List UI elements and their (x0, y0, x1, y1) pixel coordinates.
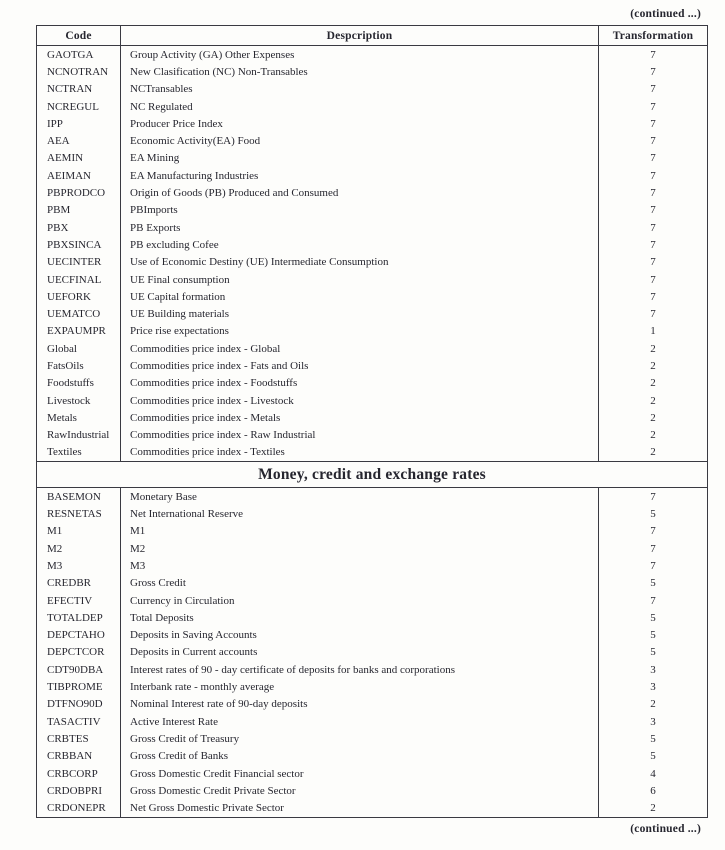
code-cell: CRBBAN (47, 750, 93, 763)
table-row (37, 696, 708, 713)
table-row (37, 150, 708, 167)
transformation-cell: 7 (599, 557, 708, 574)
transformation-cell: 7 (599, 167, 708, 184)
description-cell: PBImports (121, 202, 599, 219)
code-cell: DEPCTAHO (47, 629, 105, 642)
description-cell: Net International Reserve (121, 505, 599, 522)
code-cell: M1 (47, 525, 63, 538)
code-cell: CRDONEPR (47, 802, 106, 815)
transformation-cell: 7 (599, 46, 708, 64)
code-cell: EFECTIV (47, 594, 93, 607)
table-row (37, 323, 708, 340)
code-cell: IPP (47, 117, 63, 130)
code-cell: DTFNO90D (47, 698, 103, 711)
column-header-transformation: Transformation (599, 26, 708, 46)
table-row (37, 799, 708, 817)
description-cell: Producer Price Index (121, 115, 599, 132)
description-cell: Monetary Base (121, 488, 599, 506)
transformation-cell: 7 (599, 523, 708, 540)
transformation-cell: 7 (599, 540, 708, 557)
description-cell: PB excluding Cofee (121, 236, 599, 253)
transformation-cell: 7 (599, 115, 708, 132)
code-cell: NCREGUL (47, 100, 99, 113)
description-cell: EA Mining (121, 150, 599, 167)
description-cell: Net Gross Domestic Private Sector (121, 799, 599, 817)
table-row (37, 782, 708, 799)
table-row (37, 357, 708, 374)
transformation-cell: 7 (599, 271, 708, 288)
code-cell: CDT90DBA (47, 663, 104, 676)
description-cell: Active Interest Rate (121, 713, 599, 730)
description-cell: M1 (121, 523, 599, 540)
transformation-cell: 7 (599, 236, 708, 253)
table-row (37, 167, 708, 184)
code-cell: EXPAUMPR (47, 325, 106, 338)
description-cell: Economic Activity(EA) Food (121, 132, 599, 149)
code-cell: CREDBR (47, 577, 92, 590)
section-header-row (37, 462, 708, 488)
transformation-cell: 7 (599, 254, 708, 271)
variables-table (36, 25, 708, 818)
table-row (37, 98, 708, 115)
transformation-cell: 2 (599, 799, 708, 817)
code-cell: AEA (47, 135, 70, 148)
table-body (37, 46, 708, 818)
description-cell: Deposits in Saving Accounts (121, 627, 599, 644)
table-row (37, 523, 708, 540)
table-row (37, 678, 708, 695)
code-cell: TASACTIV (47, 715, 101, 728)
table-row (37, 236, 708, 253)
transformation-cell: 7 (599, 202, 708, 219)
code-cell: AEMIN (47, 152, 84, 165)
transformation-cell: 7 (599, 81, 708, 98)
description-cell: Commodities price index - Fats and Oils (121, 357, 599, 374)
description-cell: Nominal Interest rate of 90-day deposits (121, 696, 599, 713)
transformation-cell: 7 (599, 219, 708, 236)
description-cell: Total Deposits (121, 609, 599, 626)
description-cell: Use of Economic Destiny (UE) Intermediate Consumption (121, 254, 599, 271)
transformation-cell: 5 (599, 627, 708, 644)
description-cell: Interest rates of 90 - day certificate of deposits for banks and corporations (121, 661, 599, 678)
code-cell: AEIMAN (47, 169, 91, 182)
table-row (37, 505, 708, 522)
transformation-cell: 2 (599, 392, 708, 409)
code-cell: Foodstuffs (47, 377, 94, 390)
description-cell: Origin of Goods (PB) Produced and Consumed (121, 184, 599, 201)
code-cell: UECFINAL (47, 273, 102, 286)
description-cell: M2 (121, 540, 599, 557)
description-cell: PB Exports (121, 219, 599, 236)
transformation-cell: 7 (599, 305, 708, 322)
table-header-row (37, 26, 708, 46)
table-row (37, 444, 708, 462)
table-row (37, 288, 708, 305)
code-cell: Metals (47, 411, 77, 424)
transformation-cell: 6 (599, 782, 708, 799)
description-cell: New Clasification (NC) Non-Transables (121, 63, 599, 80)
code-cell: NCNOTRAN (47, 65, 109, 78)
table-row (37, 592, 708, 609)
table-row (37, 644, 708, 661)
transformation-cell: 5 (599, 644, 708, 661)
table-row (37, 575, 708, 592)
transformation-cell: 5 (599, 609, 708, 626)
code-cell: UEFORK (47, 290, 92, 303)
transformation-cell: 7 (599, 63, 708, 80)
transformation-cell: 2 (599, 357, 708, 374)
code-cell: GAOTGA (47, 48, 94, 61)
table-row (37, 661, 708, 678)
table-row (37, 409, 708, 426)
table-row (37, 375, 708, 392)
transformation-cell: 7 (599, 98, 708, 115)
continued-note-bottom: (continued ...) (630, 822, 701, 835)
table-row (37, 184, 708, 201)
code-cell: CRDOBPRI (47, 784, 103, 797)
description-cell: Gross Credit of Banks (121, 748, 599, 765)
transformation-cell: 7 (599, 150, 708, 167)
document-page (36, 8, 707, 835)
table-row (37, 540, 708, 557)
code-cell: UEMATCO (47, 308, 101, 321)
transformation-cell: 2 (599, 375, 708, 392)
code-cell: PBPRODCO (47, 187, 106, 200)
description-cell: Interbank rate - monthly average (121, 678, 599, 695)
section-header: Money, credit and exchange rates (37, 462, 708, 488)
transformation-cell: 3 (599, 678, 708, 695)
transformation-cell: 3 (599, 661, 708, 678)
description-cell: Currency in Circulation (121, 592, 599, 609)
table-row (37, 46, 708, 64)
code-cell: TOTALDEP (47, 611, 103, 624)
transformation-cell: 3 (599, 713, 708, 730)
code-cell: RawIndustrial (47, 429, 110, 442)
description-cell: EA Manufacturing Industries (121, 167, 599, 184)
code-cell: DEPCTCOR (47, 646, 105, 659)
table-row (37, 271, 708, 288)
transformation-cell: 5 (599, 748, 708, 765)
transformation-cell: 2 (599, 427, 708, 444)
description-cell: Gross Domestic Credit Private Sector (121, 782, 599, 799)
code-cell: CRBCORP (47, 767, 98, 780)
transformation-cell: 7 (599, 288, 708, 305)
table-row (37, 63, 708, 80)
description-cell: Deposits in Current accounts (121, 644, 599, 661)
transformation-cell: 5 (599, 505, 708, 522)
table-row (37, 730, 708, 747)
description-cell: Gross Credit of Treasury (121, 730, 599, 747)
table-row (37, 202, 708, 219)
description-cell: Gross Domestic Credit Financial sector (121, 765, 599, 782)
code-cell: RESNETAS (47, 508, 102, 521)
description-cell: Commodities price index - Livestock (121, 392, 599, 409)
description-cell: NC Regulated (121, 98, 599, 115)
description-cell: Commodities price index - Global (121, 340, 599, 357)
transformation-cell: 2 (599, 696, 708, 713)
table-row (37, 765, 708, 782)
code-cell: NCTRAN (47, 83, 93, 96)
table-row (37, 132, 708, 149)
code-cell: PBX (47, 221, 69, 234)
transformation-cell: 7 (599, 488, 708, 506)
description-cell: UE Final consumption (121, 271, 599, 288)
code-cell: Textiles (47, 446, 82, 459)
column-header-description: Despcription (121, 26, 599, 46)
description-cell: Commodities price index - Foodstuffs (121, 375, 599, 392)
code-cell: BASEMON (47, 490, 101, 503)
table-row (37, 713, 708, 730)
description-cell: Gross Credit (121, 575, 599, 592)
table-row (37, 340, 708, 357)
code-cell: CRBTES (47, 732, 89, 745)
description-cell: UE Building materials (121, 305, 599, 322)
description-cell: Commodities price index - Metals (121, 409, 599, 426)
code-cell: PBXSINCA (47, 238, 102, 251)
transformation-cell: 2 (599, 340, 708, 357)
table-row (37, 115, 708, 132)
table-row (37, 557, 708, 574)
transformation-cell: 5 (599, 730, 708, 747)
code-cell: FatsOils (47, 359, 84, 372)
table-row (37, 609, 708, 626)
transformation-cell: 7 (599, 592, 708, 609)
transformation-cell: 2 (599, 409, 708, 426)
transformation-cell: 7 (599, 184, 708, 201)
table-row (37, 219, 708, 236)
table-row (37, 392, 708, 409)
code-cell: M3 (47, 559, 63, 572)
table-row (37, 748, 708, 765)
code-cell: TIBPROME (47, 681, 103, 694)
description-cell: Price rise expectations (121, 323, 599, 340)
description-cell: Group Activity (GA) Other Expenses (121, 46, 599, 64)
code-cell: M2 (47, 542, 63, 555)
description-cell: Commodities price index - Raw Industrial (121, 427, 599, 444)
transformation-cell: 1 (599, 323, 708, 340)
continued-note-top: (continued ...) (630, 8, 701, 20)
transformation-cell: 7 (599, 132, 708, 149)
description-cell: M3 (121, 557, 599, 574)
description-cell: NCTransables (121, 81, 599, 98)
code-cell: Global (47, 342, 77, 355)
table-row (37, 254, 708, 271)
transformation-cell: 5 (599, 575, 708, 592)
table-row (37, 81, 708, 98)
code-cell: PBM (47, 204, 71, 217)
table-row (37, 627, 708, 644)
table-row (37, 488, 708, 506)
description-cell: Commodities price index - Textiles (121, 444, 599, 462)
column-header-code: Code (37, 26, 121, 46)
transformation-cell: 2 (599, 444, 708, 462)
table-row (37, 305, 708, 322)
table-row (37, 427, 708, 444)
transformation-cell: 4 (599, 765, 708, 782)
description-cell: UE Capital formation (121, 288, 599, 305)
code-cell: Livestock (47, 394, 91, 407)
code-cell: UECINTER (47, 256, 102, 269)
